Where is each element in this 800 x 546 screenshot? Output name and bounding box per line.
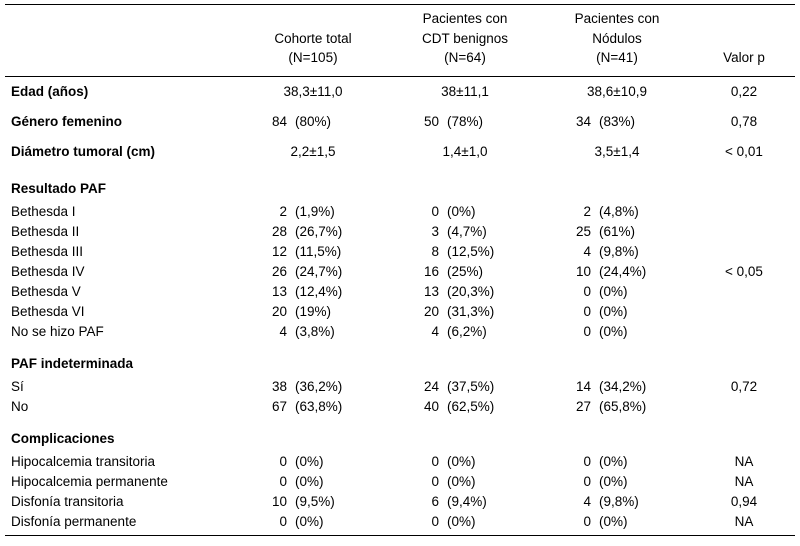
cell-count: 16 [423, 263, 439, 279]
header-cell-cdt-benignos [389, 5, 541, 77]
header-cell-label [5, 5, 237, 77]
cell-percent: (0%) [599, 513, 628, 529]
clinical-comparison-table [5, 4, 795, 536]
header-line: CDT benignos [421, 30, 509, 46]
cell-percent: (6,2%) [447, 323, 487, 339]
cell-percent: (9,5%) [295, 493, 335, 509]
table-row [5, 202, 795, 222]
row-label: Edad (años) [11, 83, 89, 99]
header-line: Pacientes con [574, 11, 660, 26]
cell-text: 38,6±10,9 [587, 83, 647, 99]
cell-percent: (36,2%) [295, 378, 343, 394]
cell-count: 0 [279, 473, 287, 489]
cell-percent: (26,7%) [295, 223, 343, 239]
table-cell-value [237, 512, 389, 536]
table-cell-value [541, 512, 693, 536]
cell-count-percent [259, 282, 367, 302]
spacer-cell [237, 417, 389, 426]
cell-percent: (0%) [599, 323, 628, 339]
cell-count: 14 [575, 378, 591, 394]
table-cell-value [389, 76, 541, 107]
header-cell-nodulos [541, 5, 693, 77]
cell-count-percent [259, 377, 367, 397]
cell-count: 10 [271, 493, 287, 509]
table-row [5, 262, 795, 282]
row-label: Bethesda II [11, 223, 80, 239]
row-label: Bethesda IV [11, 263, 85, 279]
table-cell-value [541, 397, 693, 417]
table-cell-value [237, 492, 389, 512]
cell-count-percent [259, 492, 367, 512]
cell-count-percent [259, 107, 367, 137]
cell-count: 2 [279, 203, 287, 219]
table-row [5, 492, 795, 512]
row-p-value [693, 242, 795, 262]
cell-percent: (31,3%) [447, 303, 495, 319]
spacer-cell [389, 167, 541, 176]
cell-count-percent [563, 512, 671, 532]
header-cell-valor-p [693, 5, 795, 77]
table-cell-value [389, 302, 541, 322]
cell-count: 13 [271, 283, 287, 299]
cell-count-percent [563, 302, 671, 322]
row-p-value: 0,94 [730, 493, 758, 509]
cell-count: 4 [431, 323, 439, 339]
cell-count-percent [259, 302, 367, 322]
row-label: Bethesda I [11, 203, 76, 219]
cell-text: 3,5±1,4 [594, 143, 640, 159]
cell-percent: (4,8%) [599, 203, 639, 219]
table-cell-value [541, 107, 693, 137]
cell-count-percent [563, 242, 671, 262]
table-cell-value [237, 377, 389, 397]
cell-percent: (3,8%) [295, 323, 335, 339]
cell-count-percent [259, 322, 367, 342]
cell-count: 4 [583, 493, 591, 509]
cell-percent: (4,7%) [447, 223, 487, 239]
cell-count: 0 [583, 323, 591, 339]
table-cell-value [389, 377, 541, 397]
table-cell-value [541, 242, 693, 262]
cell-text: 38,3±11,0 [283, 83, 343, 99]
table-cell-value [389, 242, 541, 262]
cell-count-percent [259, 452, 367, 472]
table-row [5, 76, 795, 107]
cell-percent: (34,2%) [599, 378, 647, 394]
cell-text: 2,2±1,5 [290, 143, 336, 159]
spacer-cell [541, 167, 693, 176]
table-row [5, 452, 795, 472]
cell-count: 0 [583, 303, 591, 319]
table-cell-value [541, 202, 693, 222]
row-p-value [693, 202, 795, 222]
row-p-value: 0,72 [730, 378, 758, 394]
cell-percent: (0%) [447, 453, 476, 469]
cell-count-percent [411, 282, 519, 302]
row-p-value: NA [734, 453, 754, 469]
table-cell-value [389, 137, 541, 167]
cell-count: 13 [423, 283, 439, 299]
cell-count: 0 [431, 473, 439, 489]
header-line: Cohorte total [274, 30, 352, 46]
group-empty-cell [237, 426, 389, 452]
spacer-cell [5, 342, 237, 351]
cell-count-percent [411, 242, 519, 262]
row-label: Sí [11, 378, 24, 394]
cell-count-percent [411, 107, 519, 137]
row-p-value: 0,22 [730, 83, 758, 99]
cell-count: 67 [271, 398, 287, 414]
table-cell-value [389, 262, 541, 282]
cell-percent: (19%) [295, 303, 332, 319]
cell-percent: (83%) [599, 113, 636, 129]
cell-percent: (24,4%) [599, 263, 647, 279]
cell-count-percent [411, 472, 519, 492]
row-p-value [693, 322, 795, 342]
table-row [5, 472, 795, 492]
row-label: Bethesda V [11, 283, 81, 299]
table-cell-value [389, 512, 541, 536]
table-row [5, 512, 795, 536]
row-p-value: NA [693, 512, 795, 536]
table-cell-value [237, 302, 389, 322]
cell-percent: (9,4%) [447, 493, 487, 509]
group-empty-cell [541, 426, 693, 452]
cell-count-percent [563, 282, 671, 302]
cell-count: 28 [271, 223, 287, 239]
group-empty-cell [541, 176, 693, 202]
spacer-row [5, 417, 795, 426]
table-cell-value [237, 76, 389, 107]
header-row [5, 5, 795, 77]
cell-percent: (61%) [599, 223, 636, 239]
cell-count: 10 [575, 263, 591, 279]
cell-percent: (78%) [447, 113, 484, 129]
table-cell-value [237, 262, 389, 282]
cell-count: 2 [583, 203, 591, 219]
table-cell-value [541, 452, 693, 472]
cell-count: 20 [271, 303, 287, 319]
cell-count-percent [563, 397, 671, 417]
table-cell-value [389, 452, 541, 472]
cell-count: 4 [279, 323, 287, 339]
group-label: PAF indeterminada [11, 355, 134, 371]
table-body [5, 76, 795, 535]
cell-count-percent [259, 202, 367, 222]
table-row [5, 107, 795, 137]
cell-count: 27 [575, 398, 591, 414]
row-label: Bethesda VI [11, 303, 85, 319]
cell-percent: (11,5%) [295, 243, 342, 259]
cell-percent: (1,9%) [295, 203, 335, 219]
cell-text: 38±11,1 [441, 83, 489, 99]
cell-count: 84 [271, 113, 287, 129]
cell-count: 0 [583, 283, 591, 299]
table-cell-value [389, 322, 541, 342]
cell-count: 50 [423, 113, 439, 129]
cell-percent: (0%) [447, 473, 476, 489]
cell-percent: (20,3%) [447, 283, 495, 299]
cell-count-percent [259, 242, 367, 262]
cell-count: 4 [583, 243, 591, 259]
table-cell-value [541, 282, 693, 302]
cell-percent: (62,5%) [447, 398, 495, 414]
table-cell-value [237, 202, 389, 222]
row-p-value: NA [734, 473, 754, 489]
cell-count-percent [259, 222, 367, 242]
table-row [5, 377, 795, 397]
spacer-cell [693, 342, 795, 351]
table-row [5, 397, 795, 417]
cell-count: 24 [423, 378, 439, 394]
table-row [5, 137, 795, 167]
cell-percent: (0%) [447, 513, 476, 529]
table-cell-value [389, 472, 541, 492]
cell-count-percent [563, 492, 671, 512]
cell-percent: (0%) [295, 453, 324, 469]
cell-count: 38 [271, 378, 287, 394]
table-cell-value [237, 472, 389, 492]
table-cell-value [237, 282, 389, 302]
row-p-value: < 0,01 [725, 143, 763, 159]
cell-count: 8 [431, 243, 439, 259]
cell-count-percent [563, 322, 671, 342]
cell-percent: (63,8%) [295, 398, 343, 414]
cell-count: 0 [583, 453, 591, 469]
cell-count: 34 [575, 113, 591, 129]
table-cell-value [541, 472, 693, 492]
spacer-cell [693, 167, 795, 176]
group-empty-cell [389, 176, 541, 202]
header-line: Nódulos [592, 30, 642, 46]
row-label: No se hizo PAF [11, 323, 104, 339]
group-label: Complicaciones [11, 430, 115, 446]
cell-percent: (25%) [447, 263, 484, 279]
table-cell-value [237, 137, 389, 167]
cell-count: 40 [423, 398, 439, 414]
cell-count-percent [411, 302, 519, 322]
group-empty-cell [389, 426, 541, 452]
cell-count: 12 [271, 243, 287, 259]
cell-percent: (80%) [295, 113, 332, 129]
table-cell-value [389, 202, 541, 222]
cell-count: 0 [431, 203, 439, 219]
table-row [5, 222, 795, 242]
header-line: (N=64) [444, 50, 486, 66]
group-empty-cell [389, 351, 541, 377]
cell-count: 25 [575, 223, 591, 239]
cell-count-percent [563, 262, 671, 282]
cell-count-percent [411, 222, 519, 242]
row-label: Disfonía permanente [5, 512, 237, 536]
table-header [5, 5, 795, 77]
table-group-row [5, 351, 795, 377]
table-row [5, 282, 795, 302]
cell-count-percent [411, 512, 519, 532]
cell-percent: (0%) [447, 203, 476, 219]
table-cell-value [541, 377, 693, 397]
row-p-value: 0,78 [730, 113, 758, 129]
group-empty-cell [693, 426, 795, 452]
spacer-row [5, 342, 795, 351]
cell-count: 0 [279, 513, 287, 529]
table-cell-value [237, 452, 389, 472]
row-label: Género femenino [11, 113, 123, 129]
table-cell-value [389, 397, 541, 417]
cell-count: 0 [431, 453, 439, 469]
spacer-cell [541, 342, 693, 351]
cell-count-percent [411, 202, 519, 222]
table-cell-value [389, 107, 541, 137]
table-cell-value [541, 222, 693, 242]
table-cell-value [237, 222, 389, 242]
cell-percent: (37,5%) [447, 378, 495, 394]
spacer-cell [541, 417, 693, 426]
row-p-value: < 0,05 [725, 263, 763, 279]
cell-count: 0 [583, 513, 591, 529]
cell-text: 1,4±1,0 [442, 143, 488, 159]
row-p-value [693, 222, 795, 242]
header-line: (N=41) [596, 50, 638, 66]
spacer-cell [5, 417, 237, 426]
spacer-cell [389, 417, 541, 426]
cell-count: 0 [279, 453, 287, 469]
cell-count-percent [411, 452, 519, 472]
spacer-cell [237, 167, 389, 176]
cell-percent: (9,8%) [599, 243, 639, 259]
cell-percent: (0%) [599, 283, 628, 299]
cell-count-percent [563, 107, 671, 137]
cell-count-percent [259, 512, 367, 532]
spacer-cell [5, 167, 237, 176]
group-empty-cell [237, 176, 389, 202]
row-p-value [693, 302, 795, 322]
cell-count-percent [259, 262, 367, 282]
table-row [5, 302, 795, 322]
group-empty-cell [693, 176, 795, 202]
row-label: Disfonía transitoria [11, 493, 124, 509]
cell-count-percent [563, 452, 671, 472]
cell-count-percent [259, 472, 367, 492]
table-group-row [5, 176, 795, 202]
cell-count-percent [411, 377, 519, 397]
table-group-row [5, 426, 795, 452]
header-line: Pacientes con [422, 11, 508, 26]
table-cell-value [237, 107, 389, 137]
spacer-cell [389, 342, 541, 351]
cell-percent: (0%) [295, 513, 324, 529]
cell-percent: (9,8%) [599, 493, 639, 509]
header-cell-cohorte-total [237, 5, 389, 77]
table-cell-value [541, 76, 693, 107]
cell-count-percent [259, 397, 367, 417]
cell-count-percent [411, 397, 519, 417]
row-p-value [693, 397, 795, 417]
table-cell-value [389, 282, 541, 302]
cell-count-percent [411, 262, 519, 282]
table-cell-value [541, 262, 693, 282]
group-empty-cell [541, 351, 693, 377]
cell-count-percent [563, 472, 671, 492]
cell-count-percent [563, 222, 671, 242]
table-cell-value [237, 397, 389, 417]
table-document [0, 4, 800, 546]
table-cell-value [237, 242, 389, 262]
cell-percent: (65,8%) [599, 398, 647, 414]
cell-count-percent [411, 492, 519, 512]
table-row [5, 322, 795, 342]
cell-count: 3 [431, 223, 439, 239]
cell-count-percent [411, 322, 519, 342]
row-label: Bethesda III [11, 243, 84, 259]
table-cell-value [541, 137, 693, 167]
cell-count-percent [563, 202, 671, 222]
row-label: Diámetro tumoral (cm) [11, 143, 156, 159]
spacer-cell [237, 342, 389, 351]
cell-percent: (12,5%) [447, 243, 495, 259]
table-cell-value [389, 222, 541, 242]
spacer-row [5, 167, 795, 176]
cell-count: 0 [583, 473, 591, 489]
row-label: Hipocalcemia transitoria [11, 453, 156, 469]
group-empty-cell [693, 351, 795, 377]
table-row [5, 242, 795, 262]
cell-count: 0 [431, 513, 439, 529]
table-cell-value [541, 302, 693, 322]
table-cell-value [541, 322, 693, 342]
table-cell-value [541, 492, 693, 512]
cell-count: 20 [423, 303, 439, 319]
row-label: Hipocalcemia permanente [11, 473, 168, 489]
group-empty-cell [237, 351, 389, 377]
spacer-cell [693, 417, 795, 426]
cell-percent: (0%) [599, 303, 628, 319]
header-line: Valor p [723, 50, 765, 66]
table-cell-value [237, 322, 389, 342]
table-cell-value [389, 492, 541, 512]
cell-count: 26 [271, 263, 287, 279]
cell-percent: (24,7%) [295, 263, 343, 279]
row-p-value [693, 282, 795, 302]
cell-percent: (0%) [599, 473, 628, 489]
cell-count-percent [563, 377, 671, 397]
header-line: (N=105) [288, 50, 338, 66]
cell-percent: (12,4%) [295, 283, 343, 299]
cell-percent: (0%) [599, 453, 628, 469]
cell-percent: (0%) [295, 473, 324, 489]
cell-count: 6 [431, 493, 439, 509]
row-label: No [11, 398, 29, 414]
group-label: Resultado PAF [11, 180, 107, 196]
